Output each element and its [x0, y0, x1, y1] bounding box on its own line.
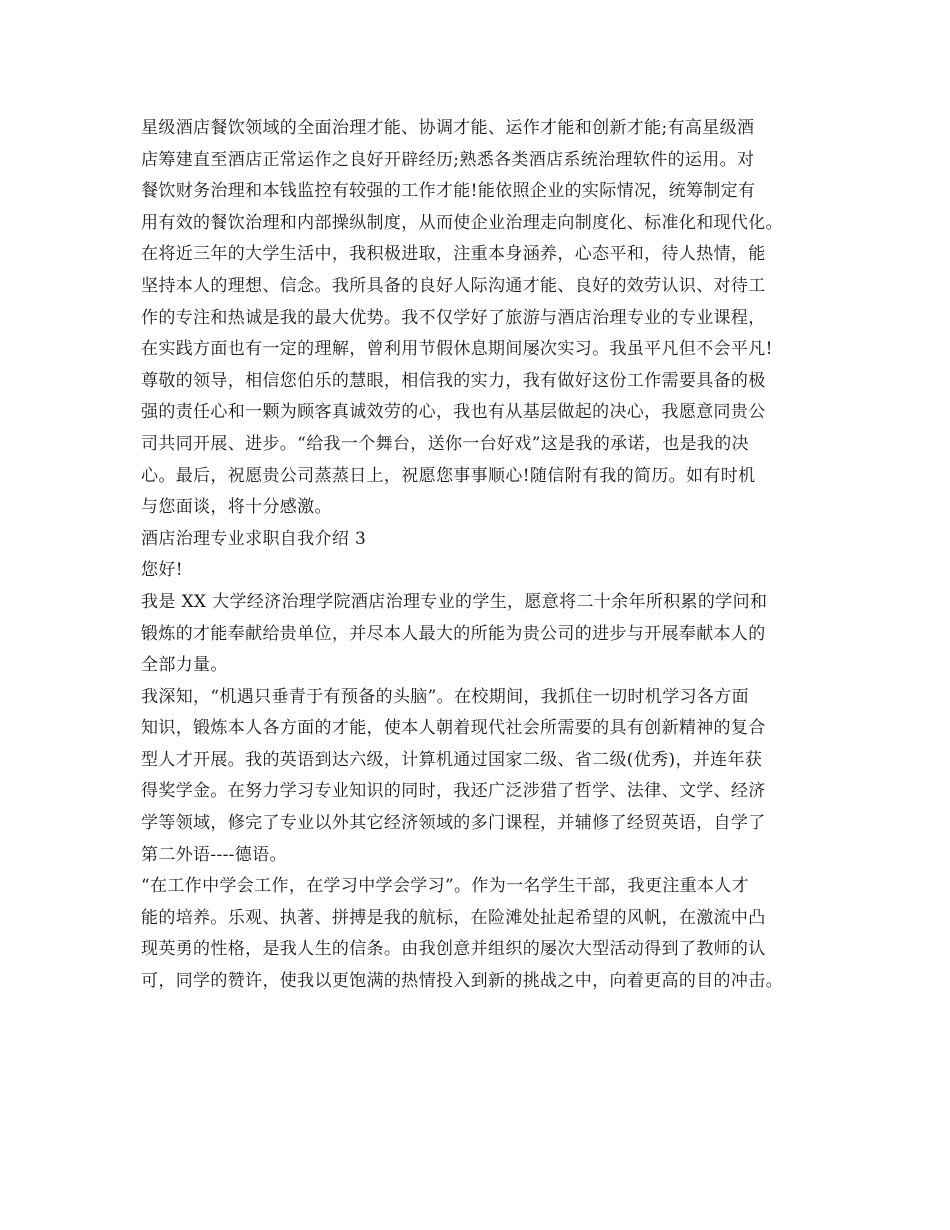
text-line: 学等领域，修完了专业以外其它经济领域的多门课程，并辅修了经贸英语，自学了	[141, 813, 766, 834]
text-line: 能的培养。乐观、执著、拼搏是我的航标，在险滩处扯起希望的风帆，在激流中凸	[141, 907, 766, 928]
text-line: 店筹建直至酒店正常运作之良好开辟经历;熟悉各类酒店系统治理软件的运用。对	[141, 149, 755, 170]
text-line: 强的责任心和一颗为顾客真诚效劳的心，我也有从基层做起的决心，我愿意同贵公	[141, 402, 766, 423]
document-body	[141, 113, 831, 998]
section-heading: 酒店治理专业求职自我介绍 3	[141, 528, 367, 549]
text-line: 司共同开展、进步。“给我一个舞台，送你一台好戏”这是我的承诺，也是我的决	[141, 433, 749, 454]
text-line: 第二外语----德语。	[141, 844, 287, 865]
text-line: 我深知，“机遇只垂青于有预备的头脑”。在校期间，我抓住一切时机学习各方面	[141, 686, 749, 707]
text-line: 与您面谈，将十分感激。	[141, 497, 332, 518]
text-line: 在实践方面也有一定的理解，曾利用节假休息期间屡次实习。我虽平凡但不会平凡!	[141, 339, 773, 360]
text-line: “在工作中学会工作，在学习中学会学习”。作为一名学生干部，我更注重本人才	[141, 876, 749, 897]
text-line: 星级酒店餐饮领域的全面治理才能、协调才能、运作才能和创新才能;有高星级酒	[141, 118, 755, 138]
text-line: 型人才开展。我的英语到达六级，计算机通过国家二级、省二级(优秀)，并连年获	[141, 749, 763, 770]
text-line: 全部力量。	[141, 655, 228, 676]
text-line: 锻炼的才能奉献给贵单位，并尽本人最大的所能为贵公司的进步与开展奉献本人的	[141, 623, 766, 644]
text-line: 作的专注和热诚是我的最大优势。我不仅学好了旅游与酒店治理专业的专业课程，	[141, 307, 766, 328]
text-line: 我是 XX 大学经济治理学院酒店治理专业的学生，愿意将二十余年所积累的学问和	[141, 591, 768, 612]
text-line: 心。最后，祝愿贵公司蒸蒸日上，祝愿您事事顺心!随信附有我的简历。如有时机	[141, 465, 756, 486]
text-line: 得奖学金。在努力学习专业知识的同时，我还广泛涉猎了哲学、法律、文学、经济	[141, 781, 766, 802]
text-line: 餐饮财务治理和本钱监控有较强的工作才能!能依照企业的实际情况，统筹制定有	[141, 181, 756, 202]
text-line: 可，同学的赞许，使我以更饱满的热情投入到新的挑战之中，向着更高的目的冲击。	[141, 971, 783, 992]
text-line: 用有效的餐饮治理和内部操纵制度，从而使企业治理走向制度化、标准化和现代化。	[141, 212, 783, 233]
text-line: 坚持本人的理想、信念。我所具备的良好人际沟通才能、良好的效劳认识、对待工	[141, 275, 766, 296]
text-line: 在将近三年的大学生活中，我积极进取，注重本身涵养，心态平和，待人热情，能	[141, 244, 766, 265]
greeting: 您好!	[141, 560, 183, 581]
text-line: 尊敬的领导，相信您伯乐的慧眼，相信我的实力，我有做好这份工作需要具备的极	[141, 370, 766, 391]
text-line: 知识，锻炼本人各方面的才能，使本人朝着现代社会所需要的具有创新精神的复合	[141, 718, 766, 739]
text-line: 现英勇的性格，是我人生的信条。由我创意并组织的屡次大型活动得到了教师的认	[141, 939, 766, 960]
